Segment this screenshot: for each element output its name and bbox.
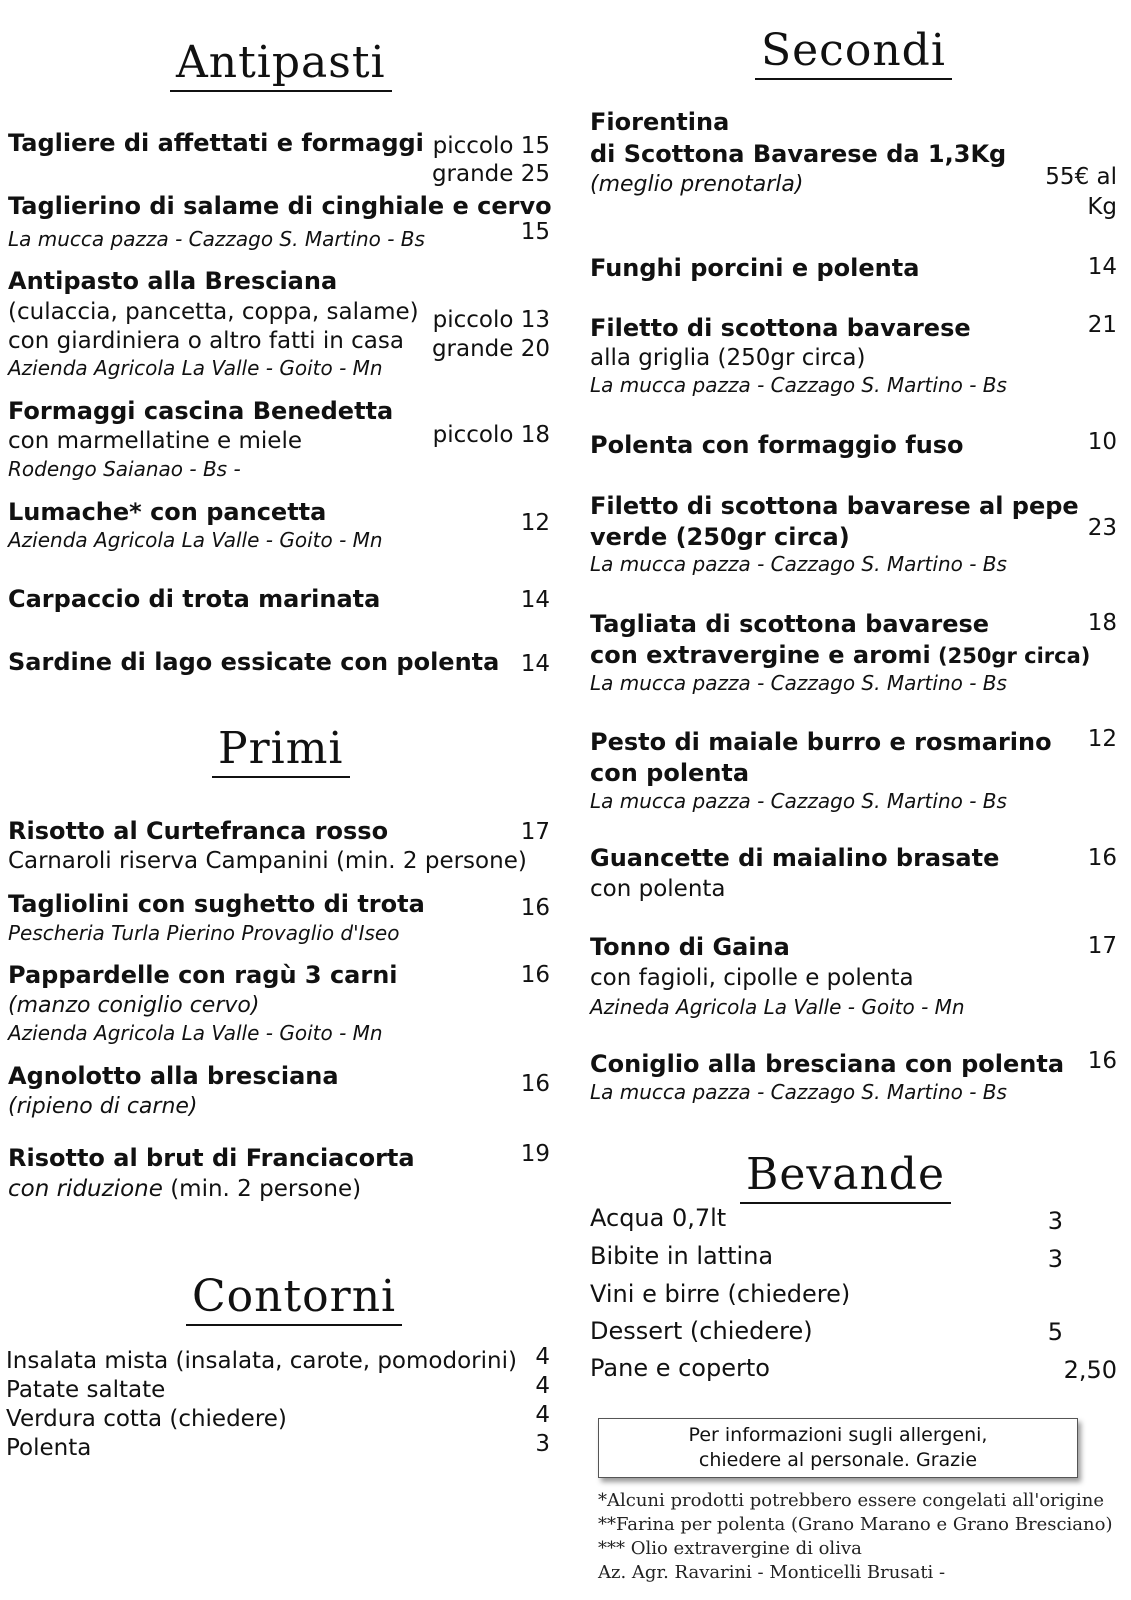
section-title-secondi: Secondi xyxy=(755,28,952,80)
item-price: 55€ al xyxy=(1045,164,1117,190)
contorno-name: Polenta xyxy=(6,1435,92,1461)
item-description xyxy=(8,1174,361,1204)
section-title-primi: Primi xyxy=(212,726,350,778)
section-title-antipasti: Antipasti xyxy=(170,40,392,92)
item-name: Lumache* con pancetta xyxy=(8,498,327,526)
item-description-tail: (min. 2 persone) xyxy=(162,1176,362,1202)
item-name-line2 xyxy=(590,640,1090,672)
item-description: (meglio prenotarla) xyxy=(590,172,804,197)
item-price: 17 xyxy=(520,819,550,845)
item-price: 14 xyxy=(520,651,550,677)
bevanda-price: 3 xyxy=(1047,1207,1063,1235)
item-source: La mucca pazza - Cazzago S. Martino - Bs xyxy=(590,373,1007,397)
section-title-contorni: Contorni xyxy=(186,1274,402,1326)
item-description: alla griglia (250gr circa) xyxy=(590,345,866,371)
item-price: 21 xyxy=(1087,312,1117,338)
bevanda-name: Dessert (chiedere) xyxy=(590,1317,813,1345)
item-price: 14 xyxy=(1087,254,1117,280)
contorno-price: 4 xyxy=(535,1344,550,1370)
item-description: con marmellatine e miele xyxy=(8,428,302,454)
item-source: Pescheria Turla Pierino Provaglio d'Iseo xyxy=(8,921,400,945)
item-description: con giardiniera o altro fatti in casa xyxy=(8,328,404,354)
item-price: 23 xyxy=(1087,515,1117,541)
item-name: Coniglio alla bresciana con polenta xyxy=(590,1050,1065,1078)
item-name: Tagliere di affettati e formaggi xyxy=(8,129,424,157)
item-price: piccolo 13 xyxy=(432,307,550,333)
item-description: (culaccia, pancetta, coppa, salame) xyxy=(8,299,419,325)
item-name-line2-main: con extravergine e aromi xyxy=(590,641,931,669)
notice-line: Per informazioni sugli allergeni, xyxy=(688,1424,988,1446)
item-name: Pesto di maiale burro e rosmarino xyxy=(590,728,1052,756)
footnote: *Alcuni prodotti potrebbero essere congelati all'origine xyxy=(598,1490,1105,1511)
item-name: Risotto al brut di Franciacorta xyxy=(8,1144,415,1172)
item-price: 16 xyxy=(1087,1048,1117,1074)
item-description: con fagioli, cipolle e polenta xyxy=(590,965,914,991)
item-price: grande 20 xyxy=(431,336,550,362)
item-price: 14 xyxy=(520,587,550,613)
item-price: 15 xyxy=(520,219,550,245)
item-description: (manzo coniglio cervo) xyxy=(8,993,260,1018)
item-name-line2: di Scottona Bavarese da 1,3Kg xyxy=(590,140,1007,168)
item-source: La mucca pazza - Cazzago S. Martino - Bs xyxy=(8,227,425,251)
item-name: Tagliolini con sughetto di trota xyxy=(8,890,425,918)
item-source: Azineda Agricola La Valle - Goito - Mn xyxy=(590,995,965,1019)
item-name: Formaggi cascina Benedetta xyxy=(8,397,394,425)
contorno-name: Patate saltate xyxy=(6,1377,166,1403)
item-source: La mucca pazza - Cazzago S. Martino - Bs xyxy=(590,1080,1007,1104)
contorno-price: 4 xyxy=(535,1373,550,1399)
item-price: 16 xyxy=(520,1071,550,1097)
item-price: 12 xyxy=(520,510,550,536)
item-name: Tagliata di scottona bavarese xyxy=(590,610,990,638)
item-price: piccolo 15 xyxy=(432,133,550,159)
bevanda-price: 3 xyxy=(1047,1245,1063,1273)
item-name: Carpaccio di trota marinata xyxy=(8,585,381,613)
item-name-line2: verde (250gr circa) xyxy=(590,523,850,551)
item-description: con polenta xyxy=(590,876,726,902)
bevanda-name: Vini e birre (chiedere) xyxy=(590,1280,851,1308)
item-price: grande 25 xyxy=(431,161,550,187)
item-price: 17 xyxy=(1087,933,1117,959)
bevanda-name: Acqua 0,7lt xyxy=(590,1204,727,1232)
item-source: La mucca pazza - Cazzago S. Martino - Bs xyxy=(590,671,1007,695)
contorno-price: 4 xyxy=(535,1402,550,1428)
item-name: Fiorentina xyxy=(590,108,730,136)
item-description-italic: con riduzione xyxy=(8,1176,163,1202)
bevanda-price: 2,50 xyxy=(1063,1356,1117,1384)
item-name: Taglierino di salame di cinghiale e cervo xyxy=(8,192,552,220)
item-description: (ripieno di carne) xyxy=(8,1094,198,1119)
footnote: **Farina per polenta (Grano Marano e Grano Bresciano) xyxy=(598,1514,1113,1535)
item-name: Guancette di maialino brasate xyxy=(590,844,1000,872)
bevanda-price: 5 xyxy=(1047,1318,1063,1346)
item-name: Pappardelle con ragù 3 carni xyxy=(8,961,398,989)
item-name: Agnolotto alla bresciana xyxy=(8,1062,339,1090)
footnote: *** Olio extravergine di oliva xyxy=(598,1538,862,1559)
item-price: 16 xyxy=(520,962,550,988)
item-source: La mucca pazza - Cazzago S. Martino - Bs xyxy=(590,552,1007,576)
item-price: 12 xyxy=(1087,726,1117,752)
item-price: 18 xyxy=(1087,610,1117,636)
item-name: Antipasto alla Bresciana xyxy=(8,267,338,295)
bevanda-name: Bibite in lattina xyxy=(590,1242,774,1270)
contorno-name: Verdura cotta (chiedere) xyxy=(6,1406,287,1432)
item-name: Sardine di lago essicate con polenta xyxy=(8,648,500,676)
item-source: Azienda Agricola La Valle - Goito - Mn xyxy=(8,1021,383,1045)
item-price: 16 xyxy=(1087,845,1117,871)
item-description: Carnaroli riserva Campanini (min. 2 persone) xyxy=(8,848,527,874)
item-price: 16 xyxy=(520,895,550,921)
contorno-price: 3 xyxy=(535,1431,550,1457)
item-source: Azienda Agricola La Valle - Goito - Mn xyxy=(8,356,383,380)
item-price: 19 xyxy=(520,1141,550,1167)
item-name: Tonno di Gaina xyxy=(590,933,790,961)
contorno-name: Insalata mista (insalata, carote, pomodorini) xyxy=(6,1348,517,1374)
item-source: Rodengo Saianao - Bs - xyxy=(8,457,241,481)
item-source: Azienda Agricola La Valle - Goito - Mn xyxy=(8,528,383,552)
section-title-bevande: Bevande xyxy=(740,1152,951,1204)
item-name: Filetto di scottona bavarese xyxy=(590,314,971,342)
item-name: Polenta con formaggio fuso xyxy=(590,431,964,459)
item-name: Filetto di scottona bavarese al pepe xyxy=(590,492,1079,520)
notice-line: chiedere al personale. Grazie xyxy=(698,1449,978,1471)
item-name: Funghi porcini e polenta xyxy=(590,254,920,282)
allergen-notice xyxy=(598,1418,1078,1478)
footnote: Az. Agr. Ravarini - Monticelli Brusati - xyxy=(598,1562,946,1583)
item-source: La mucca pazza - Cazzago S. Martino - Bs xyxy=(590,789,1007,813)
item-price-unit: Kg xyxy=(1087,194,1117,220)
item-name-line2: con polenta xyxy=(590,759,750,787)
item-name-line2-tail: (250gr circa) xyxy=(930,644,1091,668)
item-price: 10 xyxy=(1087,429,1117,455)
item-name: Risotto al Curtefranca rosso xyxy=(8,817,389,845)
bevanda-name: Pane e coperto xyxy=(590,1354,770,1382)
item-price: piccolo 18 xyxy=(432,422,550,448)
